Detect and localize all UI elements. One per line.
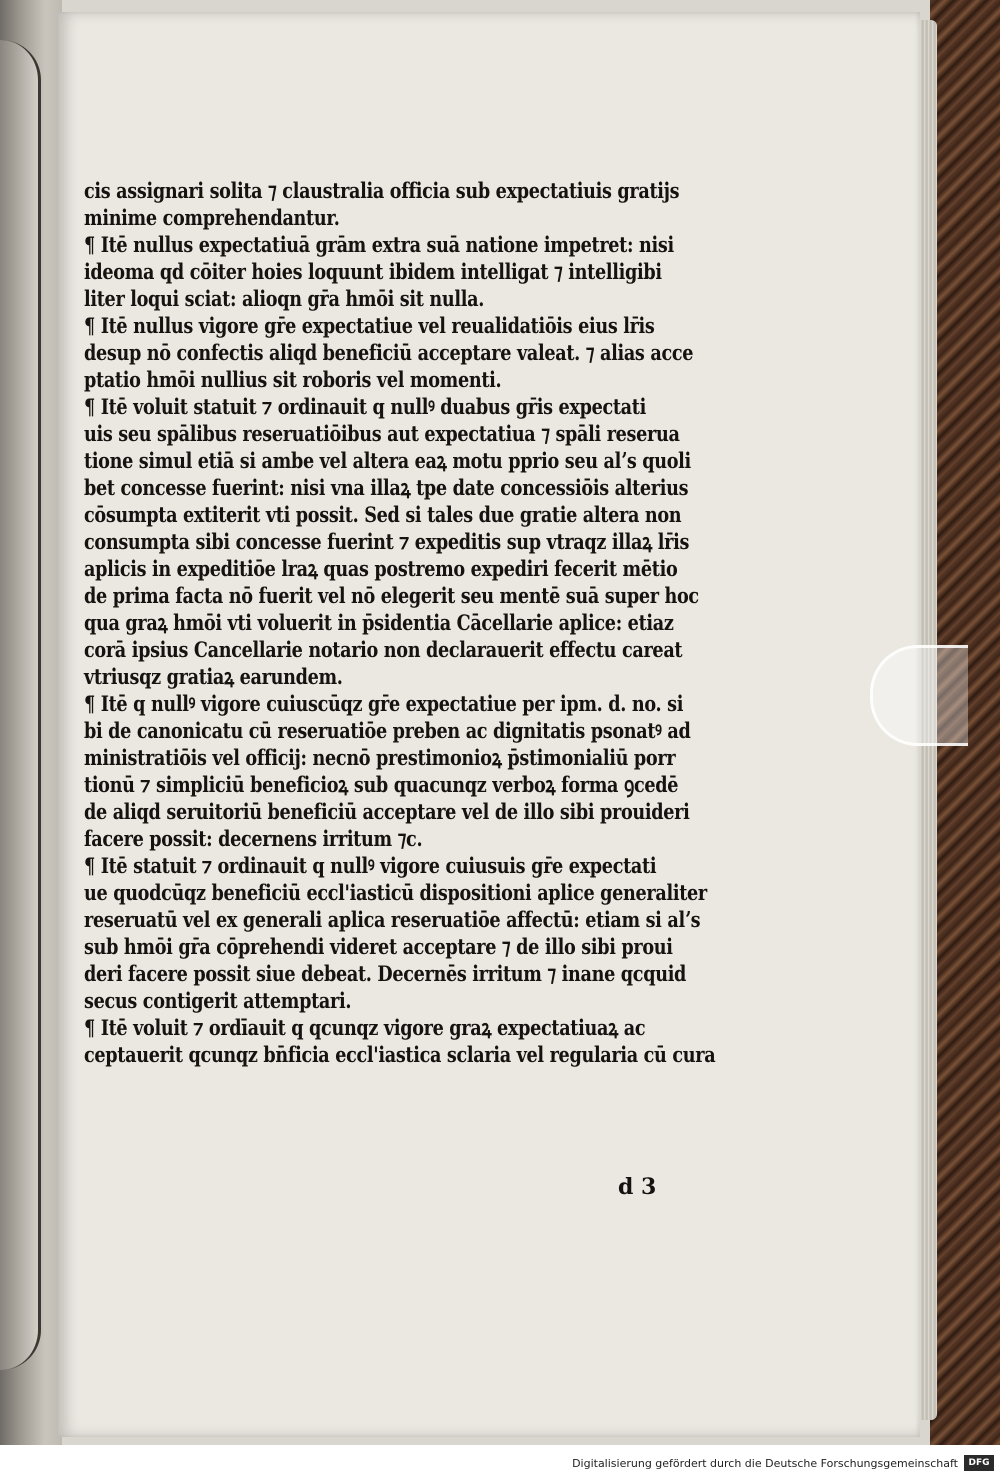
page-clip <box>870 645 968 746</box>
text-line: tione simul etiā si ambe vel altera eaꝝ motu pprio seu alʼs quoli <box>84 449 691 474</box>
text-line: ceptauerit qcunqz bn̄ficia eccl'iastica sclaria vel regularia cū cura <box>84 1043 716 1068</box>
text-line: facere possit: decernens irritum ⁊c. <box>84 827 423 852</box>
text-line: ¶ Itē nullus expectatiuā grām extra suā natione impetret: nisi <box>84 233 674 258</box>
footer-bar <box>0 1445 1000 1483</box>
text-line: reseruatū vel ex generali aplica reseruatiōe affectū: etiam si alʼs <box>84 908 701 933</box>
text-line: ue quodcūqz beneficiū eccl'iasticū dispositioni aplice generaliter <box>84 881 707 906</box>
left-page-curl <box>0 40 41 1370</box>
text-line: aplicis in expeditiōe lraꝝ quas postremo expediri fecerit mētio <box>84 557 678 582</box>
text-line: sub hmōi gr̄a cōprehendi videret acceptare ⁊ de illo sibi proui <box>84 935 673 960</box>
book-page <box>58 12 920 1437</box>
text-line: tionū ⁊ simpliciū beneficioꝝ sub quacunqz verboꝝ forma ꝯcedē <box>84 773 679 798</box>
text-line: ¶ Itē statuit ⁊ ordinauit q nullꝰ vigore cuiusuis gr̄e expectati <box>84 854 657 879</box>
text-line: cōsumpta extiterit vti possit. Sed si tales due gratie altera non <box>84 503 682 528</box>
text-line: de prima facta nō fuerit vel nō elegerit seu mentē suā super hoc <box>84 584 699 609</box>
text-line: desup nō confectis aliqd beneficiū acceptare valeat. ⁊ alias acce <box>84 341 694 366</box>
dfg-logo: DFG <box>964 1455 994 1471</box>
footer-credit: Digitalisierung gefördert durch die Deutsche Forschungsgemeinschaft <box>572 1457 958 1470</box>
text-line: cis assignari solita ⁊ claustralia officia sub expectatiuis gratijs <box>84 179 680 204</box>
text-line: ¶ Itē voluit ⁊ ordīauit q qcunqz vigore graꝝ expectatiuaꝝ ac <box>84 1016 646 1041</box>
text-block <box>84 178 714 1069</box>
text-line: bi de canonicatu cū reseruatiōe preben ac dignitatis psonatꝰ ad <box>84 719 691 744</box>
text-line: minime comprehendantur. <box>84 206 340 231</box>
text-line: qua graꝝ hmōi vti voluerit in p̄sidentia Cācellarie aplice: etiaz <box>84 611 674 636</box>
text-line: ¶ Itē voluit statuit ⁊ ordinauit q nullꝰ duabus gr̄is expectati <box>84 395 646 420</box>
text-line: secus contigerit attemptari. <box>84 989 352 1014</box>
text-line: consumpta sibi concesse fuerint ⁊ expeditis sup vtraqz illaꝝ lr̄is <box>84 530 690 555</box>
text-line: liter loqui sciat: alioqn gr̄a hmōi sit nulla. <box>84 287 485 312</box>
signature-mark: d 3 <box>618 1174 657 1200</box>
text-line: ptatio hmōi nullius sit roboris vel momenti. <box>84 368 502 393</box>
text-line: ¶ Itē nullus vigore gr̄e expectatiue vel reualidatiōis eius lr̄is <box>84 314 655 339</box>
text-line: ¶ Itē q nullꝰ vigore cuiuscūqz gr̄e expectatiue per ipm. d. no. si <box>84 692 684 717</box>
text-line: deri facere possit siue debeat. Decernēs irritum ⁊ inane qcquid <box>84 962 687 987</box>
text-line: uis seu spālibus reseruatiōibus aut expectatiua ⁊ spāli reserua <box>84 422 680 447</box>
text-line: corā ipsius Cancellarie notario non declarauerit effectu careat <box>84 638 683 663</box>
text-line: ministratiōis vel officij: necnō prestimonioꝝ p̄stimonialiū porr <box>84 746 676 771</box>
text-line: vtriusqz gratiaꝝ earundem. <box>84 665 343 690</box>
text-line: ideoma qd cōiter hoies loquunt ibidem intelligat ⁊ intelligibi <box>84 260 662 285</box>
text-line: de aliqd seruitoriū beneficiū acceptare vel de illo sibi prouideri <box>84 800 690 825</box>
text-line: bet concesse fuerint: nisi vna illaꝝ tpe date concessiōis alterius <box>84 476 689 501</box>
